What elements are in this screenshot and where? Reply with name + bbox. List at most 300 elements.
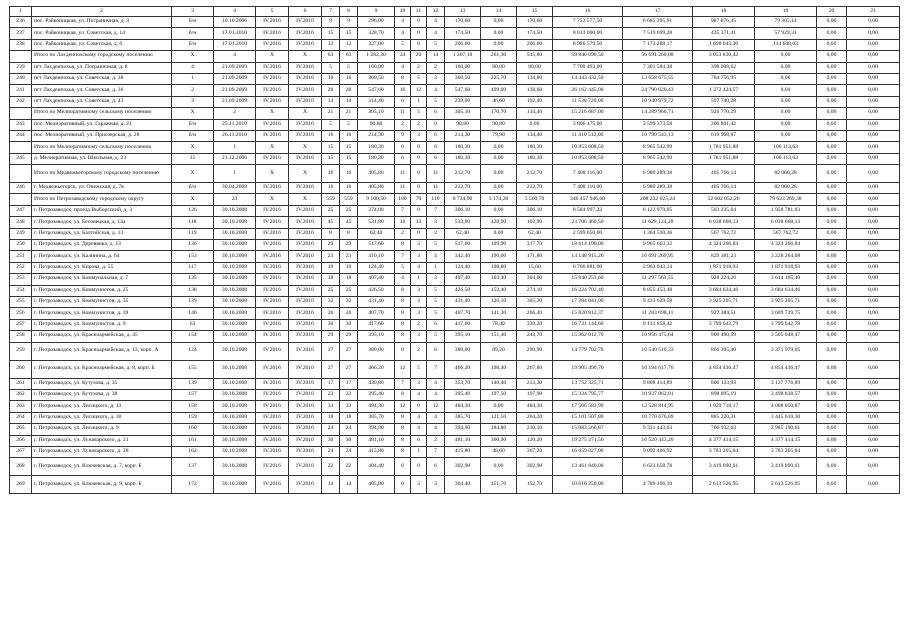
row-number-cell: 240 <box>10 73 32 84</box>
value-cell: 0,00 <box>847 165 900 183</box>
value-cell: 2 <box>411 342 427 360</box>
value-cell: 531,80 <box>358 217 395 228</box>
value-cell: IV.2016 <box>289 217 322 228</box>
value-cell: 1 <box>411 274 427 285</box>
value-cell: 415,80 <box>358 446 395 457</box>
value-cell: 417,60 <box>358 319 395 330</box>
value-cell: 0 <box>411 183 427 194</box>
value-cell: 3 799 642,79 <box>755 319 817 330</box>
value-cell: 2 <box>427 228 445 239</box>
value-cell: 17 <box>340 378 358 389</box>
value-cell: 16 <box>322 73 340 84</box>
value-cell: 16 <box>340 183 358 194</box>
value-cell: 11 <box>427 165 445 183</box>
value-cell: 1 871 918,93 <box>693 262 755 273</box>
value-cell: 305,30 <box>517 296 553 307</box>
value-cell: 9 965 663,32 <box>623 240 693 251</box>
value-cell: 6 <box>427 142 445 153</box>
value-cell: 8 734,90 <box>445 194 481 205</box>
value-cell: 11 <box>395 183 411 194</box>
value-cell: 405,80 <box>358 183 395 194</box>
value-cell: 30 <box>340 435 358 446</box>
value-cell: 0,00 <box>847 262 900 273</box>
value-cell: 6 <box>427 319 445 330</box>
value-cell: 395,40 <box>445 389 481 400</box>
value-cell: 15 <box>322 28 340 39</box>
value-cell: 4 377 414,15 <box>755 435 817 446</box>
value-cell: 0 <box>411 39 427 50</box>
value-cell: 21.09.2009 <box>214 85 256 96</box>
value-cell: IV.2016 <box>289 476 322 494</box>
value-cell: 3 498 838,57 <box>755 389 817 400</box>
table-row <box>10 342 900 360</box>
value-cell: 0 <box>411 228 427 239</box>
value-cell: 118 <box>172 217 214 228</box>
value-cell: 30.10.2008 <box>214 342 256 360</box>
value-cell: 172 <box>172 476 214 494</box>
value-cell: 4 <box>411 424 427 435</box>
value-cell: 214,30 <box>358 130 395 141</box>
value-cell: 3 599 373,58 <box>623 119 693 130</box>
value-cell: 4 <box>411 262 427 273</box>
table-row <box>10 285 900 296</box>
row-number-cell: 236 <box>10 17 32 28</box>
value-cell: 29 <box>322 331 340 342</box>
value-cell: 15 840 253,60 <box>553 274 623 285</box>
address-cell: г. Петрозаводск, ул. Лисицкого, д. 30 <box>32 412 172 423</box>
value-cell: 4 324 266,84 <box>693 240 755 251</box>
value-cell: 0,00 <box>817 217 847 228</box>
value-cell: 0,00 <box>817 165 847 183</box>
value-cell: 1 372 424,57 <box>693 85 755 96</box>
value-cell: 567 762,72 <box>755 228 817 239</box>
table-row <box>10 217 900 228</box>
value-cell: 12 <box>322 39 340 50</box>
value-cell: 8 <box>395 308 411 319</box>
value-cell: 30.10.2008 <box>214 424 256 435</box>
value-cell: 16 <box>340 165 358 183</box>
value-cell: 23 <box>340 389 358 400</box>
value-cell: 8 <box>395 342 411 360</box>
value-cell: 151,40 <box>481 331 517 342</box>
value-cell: 342,40 <box>445 251 481 262</box>
value-cell: 158 <box>172 401 214 412</box>
value-cell: 0,00 <box>847 424 900 435</box>
value-cell: 8 <box>395 319 411 330</box>
value-cell: 2 <box>411 62 427 73</box>
value-cell: 29 <box>340 240 358 251</box>
value-cell: 0,00 <box>817 194 847 205</box>
value-cell: IV.2016 <box>256 73 289 84</box>
value-cell: 0,00 <box>847 308 900 319</box>
value-cell: 196,00 <box>481 251 517 262</box>
value-cell: 14 289 966,71 <box>623 108 693 119</box>
value-cell: IV.2016 <box>289 274 322 285</box>
value-cell: 0,00 <box>481 183 517 194</box>
address-cell: г. Петрозаводск, ул. Лисицкого, д. 13 <box>32 401 172 412</box>
value-cell: IV.2016 <box>256 342 289 360</box>
row-number-cell <box>10 51 32 62</box>
row-number-cell: 242 <box>10 96 32 107</box>
address-cell: Итого по Мелиоративному сельскому поселению <box>32 142 172 153</box>
value-cell: 19 905 490,70 <box>553 360 623 378</box>
value-cell: 1 029 718,17 <box>693 401 755 412</box>
address-cell: пос. Мелиоративный, ул. Приозерская, д. 28 <box>32 130 172 141</box>
value-cell: IV.2016 <box>256 389 289 400</box>
value-cell: IV.2016 <box>256 119 289 130</box>
value-cell: 16 <box>322 130 340 141</box>
value-cell: 170,70 <box>481 108 517 119</box>
value-cell: 806 133,93 <box>693 378 755 389</box>
value-cell: IV.2016 <box>256 39 289 50</box>
address-cell: г. Медвежьегорск, ул. Онежская, д. 7в <box>32 183 172 194</box>
value-cell: 6 <box>427 153 445 164</box>
address-cell: г. Петрозаводск, ул. Красноармейская, д. 8, корп. Б <box>32 360 172 378</box>
value-cell: IV.2016 <box>256 183 289 194</box>
table-row <box>10 153 900 164</box>
subtotal-row <box>10 108 900 119</box>
value-cell: IV.2016 <box>289 183 322 194</box>
address-cell: г. Петрозаводск, ул. Деревянка, д. 13 <box>32 240 172 251</box>
value-cell: IV.2016 <box>256 446 289 457</box>
table-row <box>10 240 900 251</box>
value-cell: 302,90 <box>445 458 481 476</box>
column-number-cell: 13 <box>445 7 481 17</box>
address-cell: г. Петрозаводск, ул. Кирова, д. 55 <box>32 262 172 273</box>
value-cell: 1 <box>214 142 256 153</box>
value-cell: 126 <box>172 205 214 216</box>
value-cell: 28 <box>322 85 340 96</box>
value-cell: 6 <box>427 108 445 119</box>
value-cell: 180,30 <box>445 153 481 164</box>
row-number-cell: 253 <box>10 274 32 285</box>
column-number-cell: 10 <box>395 7 411 17</box>
value-cell: 30.10.2008 <box>214 331 256 342</box>
value-cell: 7 <box>395 205 411 216</box>
value-cell: 398 908,62 <box>693 62 755 73</box>
value-cell: IV.2016 <box>289 39 322 50</box>
value-cell: 78,40 <box>481 319 517 330</box>
value-cell: 866 305,40 <box>693 342 755 360</box>
value-cell: 1 698 643,30 <box>693 39 755 50</box>
value-cell: 134,40 <box>517 108 553 119</box>
table-row <box>10 28 900 39</box>
value-cell: 1 871 918,93 <box>755 262 817 273</box>
value-cell: 45 <box>322 217 340 228</box>
value-cell: 170,60 <box>445 17 481 28</box>
value-cell: IV.2016 <box>289 412 322 423</box>
row-number-cell: 238 <box>10 39 32 50</box>
value-cell: 198,40 <box>481 360 517 378</box>
value-cell: 153 <box>172 251 214 262</box>
value-cell: IV.2016 <box>289 360 322 378</box>
value-cell: 367,20 <box>517 446 553 457</box>
value-cell: 138 <box>172 285 214 296</box>
value-cell: 206,60 <box>445 39 481 50</box>
value-cell: 10 956 475,64 <box>623 331 693 342</box>
value-cell: 62,40 <box>517 228 553 239</box>
address-cell: пос. Райконицкая, ул. Советская, д. 14 <box>32 28 172 39</box>
value-cell: 14 <box>322 476 340 494</box>
value-cell: 928 224,26 <box>693 274 755 285</box>
value-cell: 25 <box>340 285 358 296</box>
value-cell: 17 <box>322 378 340 389</box>
table-row <box>10 119 900 130</box>
value-cell: IV.2016 <box>256 240 289 251</box>
value-cell: 353,70 <box>445 378 481 389</box>
value-cell: 410,10 <box>358 251 395 262</box>
value-cell: 119 <box>172 228 214 239</box>
value-cell: 317,70 <box>517 240 553 251</box>
value-cell: 5 <box>395 262 411 273</box>
value-cell: 0 <box>411 17 427 28</box>
value-cell: 90,80 <box>358 119 395 130</box>
value-cell: 7 301 584,38 <box>623 62 693 73</box>
value-cell: 136 <box>172 240 214 251</box>
value-cell: 274,10 <box>517 285 553 296</box>
address-cell: Итого по Лахденпохскому городскому поселению <box>32 51 172 62</box>
value-cell: X <box>172 194 214 205</box>
value-cell: 426,50 <box>445 285 481 296</box>
value-cell: 435 371,41 <box>693 28 755 39</box>
value-cell: 12 <box>411 85 427 96</box>
column-number-cell: 17 <box>623 7 693 17</box>
value-cell: 8 <box>395 285 411 296</box>
value-cell: 8 <box>322 228 340 239</box>
value-cell: 121,50 <box>481 412 517 423</box>
value-cell: 0,00 <box>847 274 900 285</box>
value-cell: 26.11.2010 <box>214 130 256 141</box>
row-number-cell: 255 <box>10 296 32 307</box>
value-cell: IV.2016 <box>289 240 322 251</box>
value-cell: 17 284 041,00 <box>553 296 623 307</box>
value-cell: 46,60 <box>481 96 517 107</box>
value-cell: 135 <box>172 274 214 285</box>
value-cell: IV.2016 <box>289 319 322 330</box>
address-cell: Итого по Медвежьегорскому городскому поселению <box>32 165 172 183</box>
value-cell: 5 <box>411 108 427 119</box>
value-cell: 192,40 <box>517 96 553 107</box>
value-cell: 134,40 <box>517 130 553 141</box>
row-number-cell: 269 <box>10 476 32 494</box>
address-cell: г. Петрозаводск, проезд Выборгский, д. 3 <box>32 205 172 216</box>
value-cell: 29 <box>340 331 358 342</box>
value-cell: 14 <box>427 51 445 62</box>
value-cell: 160,00 <box>445 62 481 73</box>
value-cell: б/н <box>172 119 214 130</box>
value-cell: 12 <box>395 401 411 412</box>
table-row <box>10 331 900 342</box>
value-cell: 30.10.2008 <box>214 319 256 330</box>
value-cell: 3 783 265,04 <box>755 446 817 457</box>
value-cell: 405,80 <box>358 165 395 183</box>
value-cell: 927 384,51 <box>693 308 755 319</box>
value-cell: 11 538 720,00 <box>553 96 623 107</box>
value-cell: 30.10.2008 <box>214 389 256 400</box>
value-cell: 14 148 915,26 <box>553 251 623 262</box>
value-cell: 8 <box>395 73 411 84</box>
table-row <box>10 435 900 446</box>
value-cell: IV.2016 <box>289 331 322 342</box>
value-cell: IV.2016 <box>289 446 322 457</box>
column-number-cell: 3 <box>172 7 214 17</box>
value-cell: 0,00 <box>481 205 517 216</box>
value-cell: 0,00 <box>755 108 817 119</box>
value-cell: 0,00 <box>847 251 900 262</box>
value-cell: 22 <box>322 458 340 476</box>
value-cell: 13 <box>411 217 427 228</box>
value-cell: 30.10.2008 <box>214 476 256 494</box>
value-cell: 7 <box>427 446 445 457</box>
value-cell: 6 038 668,13 <box>693 217 755 228</box>
value-cell: 14 <box>340 476 358 494</box>
row-number-cell: 257 <box>10 319 32 330</box>
value-cell: 5 <box>322 119 340 130</box>
value-cell: 7 519 699,28 <box>623 28 693 39</box>
value-cell: 431,40 <box>358 296 395 307</box>
value-cell: 7 <box>427 360 445 378</box>
value-cell: 5 <box>427 39 445 50</box>
address-cell: г. Петрозаводск, ул. Красноармейская, д. 45 <box>32 331 172 342</box>
value-cell: 0,00 <box>847 228 900 239</box>
subtotal-row <box>10 165 900 183</box>
value-cell: 10 <box>340 262 358 273</box>
table-row <box>10 401 900 412</box>
value-cell: 0,00 <box>481 28 517 39</box>
value-cell: 24 <box>340 424 358 435</box>
value-cell: 79,90 <box>481 130 517 141</box>
value-cell: IV.2016 <box>289 458 322 476</box>
value-cell: 30.10.2008 <box>214 205 256 216</box>
value-cell: 174,50 <box>445 28 481 39</box>
value-cell: 11 <box>427 183 445 194</box>
table-row <box>10 296 900 307</box>
value-cell: 900 490,59 <box>693 331 755 342</box>
value-cell: 34 <box>395 51 411 62</box>
value-cell: 12 <box>427 401 445 412</box>
column-number-cell: 18 <box>693 7 755 17</box>
value-cell: 2 985 190,61 <box>755 424 817 435</box>
value-cell: 19 275 271,50 <box>553 435 623 446</box>
table-body <box>10 7 900 494</box>
value-cell: 15 <box>322 153 340 164</box>
column-number-cell: 15 <box>517 7 553 17</box>
value-cell: 21.12.2006 <box>214 153 256 164</box>
value-cell: 5 <box>427 240 445 251</box>
value-cell: 17.01.2010 <box>214 28 256 39</box>
value-cell: 3 <box>411 240 427 251</box>
value-cell: 885 220,31 <box>693 412 755 423</box>
value-cell: 12 <box>395 360 411 378</box>
value-cell: 3 <box>411 308 427 319</box>
value-cell: 15 <box>322 142 340 153</box>
value-cell: IV.2016 <box>256 96 289 107</box>
value-cell: IV.2016 <box>256 17 289 28</box>
value-cell: 62,40 <box>445 228 481 239</box>
value-cell: 0,00 <box>817 389 847 400</box>
value-cell: 24 790 020,43 <box>623 85 693 96</box>
value-cell: 180,30 <box>517 142 553 153</box>
value-cell: 162 <box>172 446 214 457</box>
value-cell: 431,40 <box>445 296 481 307</box>
value-cell: 114 648,03 <box>755 39 817 50</box>
value-cell: 10 853 608,50 <box>553 142 623 153</box>
value-cell: 0,00 <box>847 342 900 360</box>
value-cell: 180,30 <box>358 142 395 153</box>
value-cell: IV.2016 <box>289 296 322 307</box>
value-cell: 10 790 543,13 <box>623 130 693 141</box>
value-cell: IV.2016 <box>256 424 289 435</box>
value-cell: 0,00 <box>817 142 847 153</box>
row-number-cell: 256 <box>10 308 32 319</box>
row-number-cell: 249 <box>10 228 32 239</box>
value-cell: 15 334 795,77 <box>553 389 623 400</box>
value-cell: X <box>289 142 322 153</box>
value-cell: 10 194 617,76 <box>623 360 693 378</box>
value-cell: 898 895,19 <box>693 389 755 400</box>
value-cell: 0,00 <box>481 17 517 28</box>
value-cell: 0,00 <box>817 342 847 360</box>
value-cell: 547,60 <box>358 85 395 96</box>
value-cell: 3 <box>427 274 445 285</box>
column-number-cell: 11 <box>411 7 427 17</box>
value-cell: 8 <box>395 446 411 457</box>
value-cell: 15 <box>340 28 358 39</box>
row-number-cell: 239 <box>10 62 32 73</box>
value-cell: 533,80 <box>445 217 481 228</box>
row-number-cell: 261 <box>10 378 32 389</box>
value-cell: 1 <box>411 446 427 457</box>
value-cell: 13 752 325,71 <box>553 378 623 389</box>
value-cell: 16 <box>395 217 411 228</box>
value-cell: 3 174,20 <box>481 194 517 205</box>
value-cell: 30.10.2008 <box>214 401 256 412</box>
row-number-cell <box>10 165 32 183</box>
value-cell: 0,00 <box>817 108 847 119</box>
value-cell: 180,30 <box>445 142 481 153</box>
value-cell: 0,00 <box>817 360 847 378</box>
value-cell: IV.2016 <box>289 401 322 412</box>
value-cell: 214,30 <box>445 130 481 141</box>
table-row <box>10 183 900 194</box>
address-cell: пгт Лахденпохья, ул. Советская, д. 38 <box>32 73 172 84</box>
value-cell: 302,90 <box>517 458 553 476</box>
table-row <box>10 424 900 435</box>
value-cell: 33 <box>340 401 358 412</box>
value-cell: 21.09.2009 <box>214 62 256 73</box>
value-cell: 306,10 <box>517 205 553 216</box>
value-cell: 266,40 <box>517 308 553 319</box>
value-cell: 10 853 608,50 <box>553 153 623 164</box>
value-cell: 3 419 090,61 <box>755 458 817 476</box>
value-cell: 25.11.2010 <box>214 119 256 130</box>
value-cell: 987 876,45 <box>693 17 755 28</box>
value-cell: 82 060,28 <box>755 165 817 183</box>
value-cell: 24 <box>322 446 340 457</box>
value-cell: 152,40 <box>481 285 517 296</box>
column-number-cell: 16 <box>553 7 623 17</box>
value-cell: 14 <box>340 96 358 107</box>
value-cell: 17.01.2010 <box>214 39 256 50</box>
value-cell: 15 216 687,00 <box>553 108 623 119</box>
value-cell: 16 <box>340 73 358 84</box>
value-cell: 6 <box>427 342 445 360</box>
value-cell: 0,00 <box>817 17 847 28</box>
value-cell: 0,00 <box>847 319 900 330</box>
value-cell: 23 <box>322 389 340 400</box>
value-cell: 0,00 <box>847 96 900 107</box>
value-cell: 0,00 <box>847 285 900 296</box>
